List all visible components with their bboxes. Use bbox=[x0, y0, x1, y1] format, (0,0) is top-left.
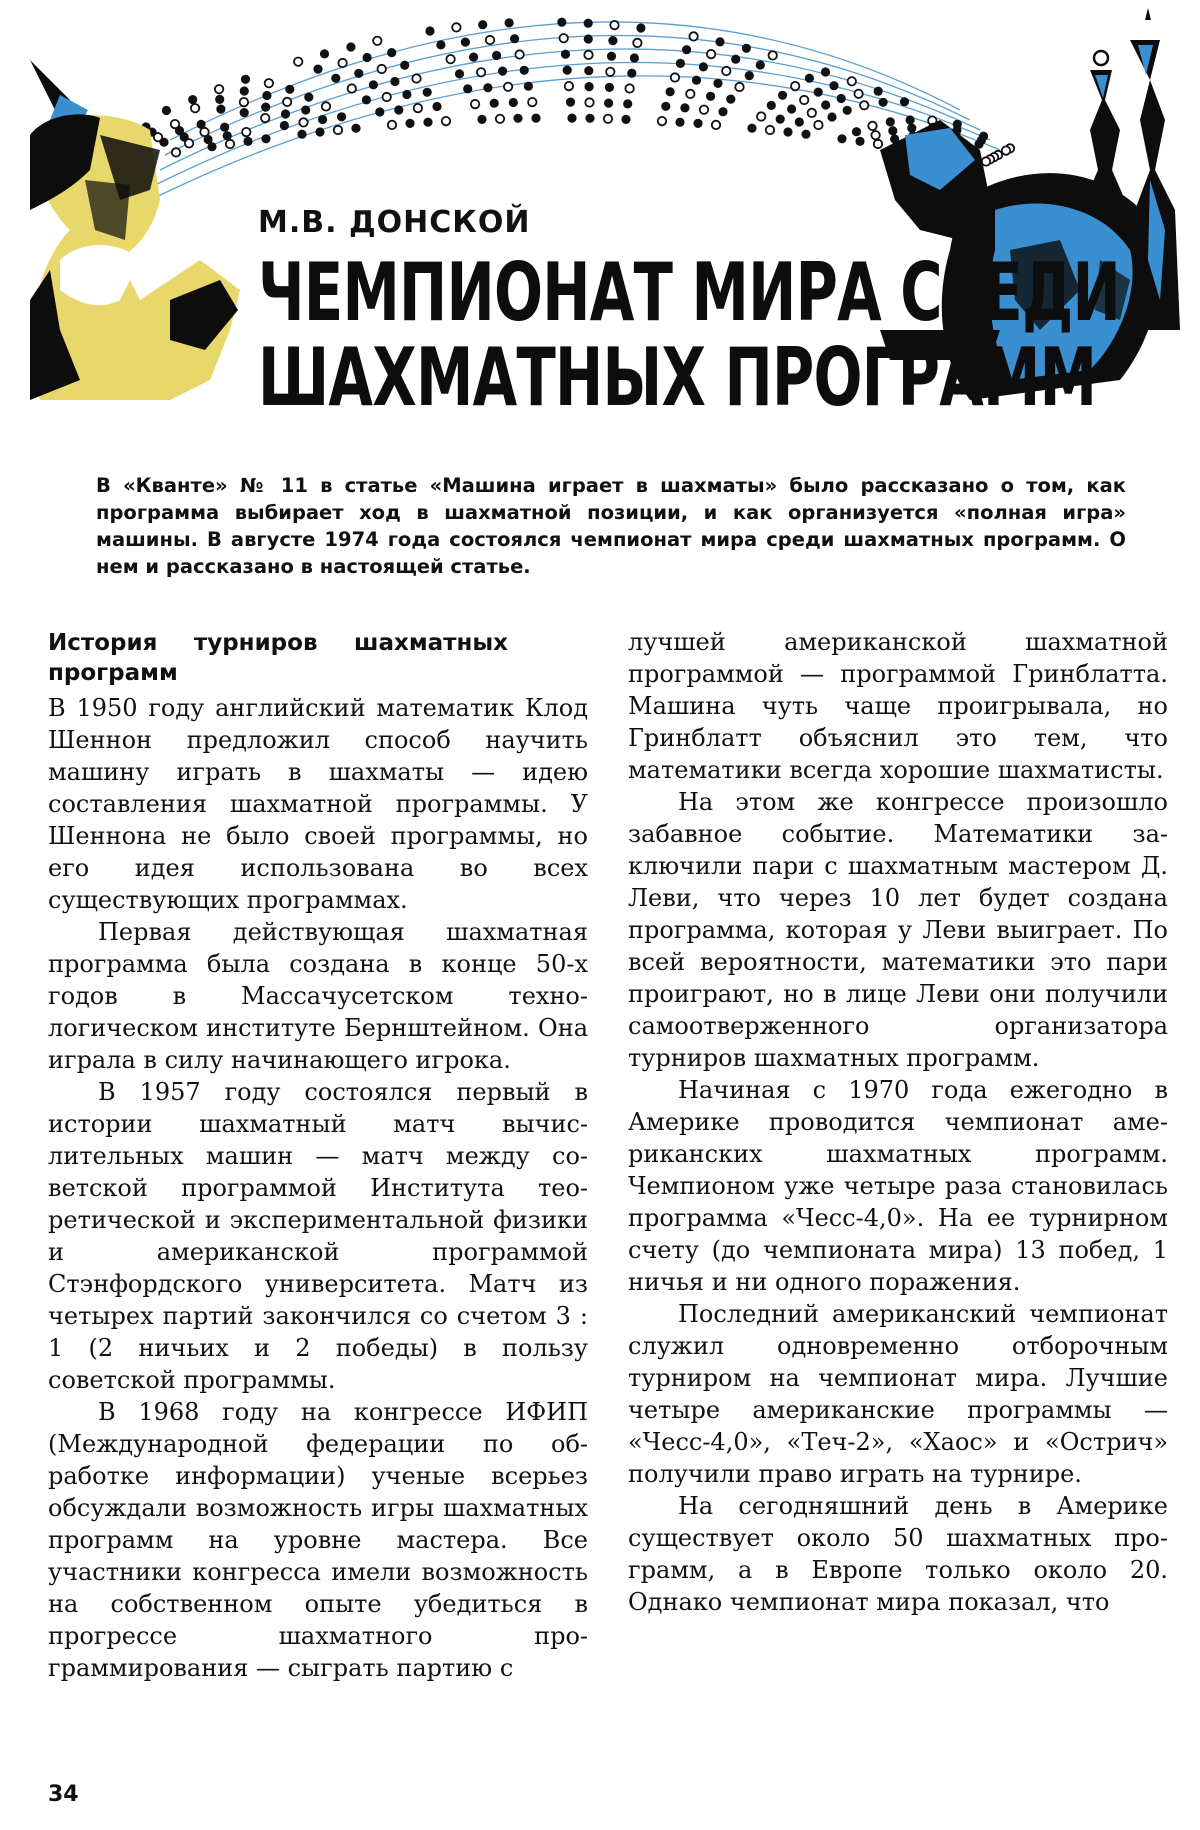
binary-dot bbox=[297, 130, 306, 139]
binary-dot bbox=[692, 76, 701, 85]
binary-dot bbox=[608, 36, 617, 45]
binary-dot bbox=[686, 90, 694, 98]
binary-dot bbox=[471, 100, 479, 108]
binary-dot bbox=[605, 83, 614, 92]
binary-dot bbox=[606, 68, 614, 76]
binary-dot bbox=[477, 115, 486, 124]
binary-dot bbox=[215, 95, 224, 104]
binary-dot bbox=[455, 69, 464, 78]
binary-dot bbox=[315, 127, 324, 136]
binary-dot bbox=[528, 98, 536, 106]
binary-dot bbox=[636, 23, 645, 32]
binary-dot bbox=[604, 99, 613, 108]
binary-dot bbox=[498, 67, 507, 76]
binary-dot bbox=[299, 118, 307, 126]
binary-dot bbox=[735, 83, 743, 91]
binary-dot bbox=[331, 74, 340, 83]
binary-dot bbox=[423, 88, 432, 97]
binary-dot bbox=[621, 115, 630, 124]
binary-dot bbox=[172, 148, 180, 156]
binary-dot bbox=[871, 131, 879, 139]
binary-dot bbox=[808, 109, 816, 117]
binary-dot bbox=[801, 130, 810, 139]
article-title-line-1: ЧЕМПИОНАТ МИРА СРЕДИ bbox=[258, 246, 1121, 339]
binary-dot bbox=[623, 99, 632, 108]
binary-dot bbox=[666, 87, 675, 96]
binary-dot bbox=[888, 126, 897, 135]
binary-dot bbox=[821, 67, 830, 76]
binary-dot bbox=[584, 51, 592, 59]
binary-dot bbox=[563, 66, 572, 75]
binary-dot bbox=[281, 109, 290, 118]
binary-dot bbox=[607, 52, 616, 61]
binary-dot bbox=[713, 79, 722, 88]
binary-dot bbox=[874, 140, 882, 148]
binary-dot bbox=[520, 66, 529, 75]
binary-dot bbox=[412, 74, 420, 82]
author-name: М.В. ДОНСКОЙ bbox=[258, 205, 531, 240]
binary-dot bbox=[405, 119, 414, 128]
binary-dot bbox=[320, 49, 329, 58]
binary-dot bbox=[682, 45, 691, 54]
binary-dot bbox=[604, 115, 612, 123]
binary-dot bbox=[185, 139, 193, 147]
binary-dot bbox=[294, 58, 302, 66]
binary-dot bbox=[829, 81, 838, 90]
binary-dot bbox=[706, 92, 715, 101]
binary-dot bbox=[285, 85, 294, 94]
binary-dot bbox=[565, 82, 573, 90]
binary-dot bbox=[261, 114, 269, 122]
binary-dot bbox=[388, 121, 396, 129]
binary-dot bbox=[510, 34, 519, 43]
binary-dot bbox=[220, 123, 229, 132]
binary-dot bbox=[242, 128, 250, 136]
binary-dot bbox=[504, 83, 512, 91]
binary-dot bbox=[689, 32, 697, 40]
binary-dot bbox=[693, 119, 702, 128]
binary-dot bbox=[159, 138, 168, 147]
binary-dot bbox=[394, 105, 403, 114]
binary-dot bbox=[625, 84, 633, 92]
binary-dot bbox=[585, 98, 593, 106]
binary-dot bbox=[821, 100, 830, 109]
binary-dot bbox=[627, 69, 636, 78]
paragraph: На сегодняшний день в Америке существует около 50 шахматных программ, а в Европе только около 20. Однако чемпионат мира показал, что bbox=[628, 1492, 1168, 1616]
binary-dot bbox=[262, 91, 271, 100]
binary-dot bbox=[483, 83, 492, 92]
binary-dot bbox=[843, 106, 852, 115]
paragraph: В 1950 году английский математик Клод Шеннон предложил способ научить машину играть в шахматы — идею составления шахматной программы. У Шеннона не было своей программы, но его идея использована во всех существующих программах. bbox=[48, 694, 588, 914]
binary-dot bbox=[216, 105, 225, 114]
binary-dot bbox=[747, 124, 756, 133]
binary-dot bbox=[436, 40, 445, 49]
binary-dot bbox=[390, 77, 399, 86]
binary-dot bbox=[304, 93, 313, 102]
binary-dot bbox=[477, 68, 485, 76]
right-column bbox=[628, 626, 1168, 1618]
binary-dot bbox=[373, 37, 381, 45]
binary-dot bbox=[240, 98, 248, 106]
binary-dot bbox=[630, 53, 639, 62]
binary-dot bbox=[400, 61, 409, 70]
binary-dot bbox=[240, 108, 249, 117]
binary-dot bbox=[610, 21, 618, 29]
binary-dot bbox=[566, 98, 575, 107]
binary-dot bbox=[215, 85, 223, 93]
paragraph: Последний американский чемпионат служил одновременно отборочным турниром на чемпионат мира. Лучшие четыре американские программы — «Чесс-4,0», «Теч-2», «Хаос» и «Острич» получили право играть на турнире. bbox=[628, 1300, 1168, 1488]
binary-dot bbox=[334, 126, 342, 134]
binary-dot bbox=[492, 51, 501, 60]
binary-dot bbox=[745, 71, 754, 80]
binary-dot bbox=[240, 86, 249, 95]
binary-dot bbox=[402, 90, 411, 99]
binary-dot bbox=[658, 117, 666, 125]
binary-dot bbox=[348, 84, 356, 92]
binary-dot bbox=[378, 65, 386, 73]
binary-dot bbox=[722, 67, 730, 75]
paragraph: В 1957 году состоялся первый в истории шахматный матч вычислительных машин — матч между советской программой Института теоретической и экспериментальной физики и американской программой Стэнфордского университета. Матч из четырех партий закончился со счетом 3 : 1 (2 ничьих и 2 победы) в пользу советской программы. bbox=[48, 1078, 588, 1394]
binary-dot bbox=[982, 157, 990, 165]
binary-dot bbox=[200, 128, 208, 136]
binary-dot bbox=[900, 97, 909, 106]
binary-dot bbox=[585, 114, 594, 123]
binary-dot bbox=[731, 55, 740, 64]
section-heading: История турниров шахматных программ bbox=[48, 630, 508, 686]
binary-dot bbox=[874, 87, 883, 96]
binary-dot bbox=[363, 53, 372, 62]
binary-dot bbox=[338, 59, 346, 67]
binary-dot bbox=[446, 55, 454, 63]
binary-dot bbox=[680, 103, 689, 112]
binary-dot bbox=[423, 118, 432, 127]
binary-dot bbox=[584, 66, 593, 75]
article-title-line-2: ШАХМАТНЫХ ПРОГРАММ bbox=[258, 331, 1097, 424]
binary-dot bbox=[855, 137, 864, 146]
binary-dot bbox=[301, 105, 310, 114]
paragraph: На этом же конгрессе произошло забавное событие. Математики заключили пари с шахматным мастером Д. Леви, что через 10 лет будет создана программа, которая у Леви выиграет. По всей вероятности, математики это пари проиграют, но в лице Леви они получили самоотверженного организатора турниров шахматных программ. bbox=[628, 788, 1168, 1072]
left-column bbox=[48, 628, 588, 1684]
binary-dot bbox=[814, 121, 822, 129]
paragraph: Первая действующая шахматная программа была создана в конце 50-х годов в Массачусетском технологическом институте Бернштейном. Она играла в силу начинающего игрока. bbox=[48, 918, 588, 1074]
binary-dot bbox=[452, 23, 460, 31]
binary-dot bbox=[369, 80, 378, 89]
binary-dot bbox=[241, 75, 250, 84]
binary-dot bbox=[283, 98, 291, 106]
binary-dot bbox=[387, 48, 396, 57]
binary-dot bbox=[265, 79, 273, 87]
binary-dot bbox=[783, 127, 792, 136]
binary-dot bbox=[854, 90, 862, 98]
binary-dot bbox=[712, 121, 720, 129]
binary-dot bbox=[756, 60, 765, 69]
binary-dot bbox=[707, 50, 715, 58]
binary-dot bbox=[478, 20, 487, 29]
paragraph: лучшей американской шахматной программой — программой Гринблатта. Машина чуть чаще проигрывала, но Гринблатт объяснил это тем, что математики всегда хорошие шахматисты. bbox=[628, 628, 1168, 784]
binary-dot bbox=[886, 117, 895, 126]
binary-dot bbox=[375, 107, 384, 116]
paragraph: Начиная с 1970 года ежегодно в Америке проводится чемпионат американских шахматных программ. Чемпионом уже четыре раза становилась программа «Чесс-4,0». На ее турнирном счету (до чемпионата мира) 13 побед, 1 ничья и ни одного поражения. bbox=[628, 1076, 1168, 1296]
binary-dot bbox=[515, 50, 523, 58]
binary-dot bbox=[561, 50, 570, 59]
binary-dot bbox=[524, 82, 533, 91]
binary-dot bbox=[226, 140, 234, 148]
binary-dot bbox=[469, 53, 478, 62]
binary-dot bbox=[633, 39, 641, 47]
binary-dot bbox=[261, 103, 270, 112]
binary-dot bbox=[585, 82, 594, 91]
binary-dot bbox=[860, 101, 868, 109]
binary-dot bbox=[584, 34, 593, 43]
binary-dot bbox=[261, 134, 270, 143]
binary-dot bbox=[778, 91, 787, 100]
page-number: 34 bbox=[48, 1782, 79, 1807]
binary-dot bbox=[383, 93, 391, 101]
binary-dot bbox=[318, 115, 327, 124]
binary-dot bbox=[879, 98, 888, 107]
binary-dot bbox=[531, 114, 540, 123]
binary-dot bbox=[700, 106, 708, 114]
binary-dot bbox=[505, 18, 514, 27]
binary-dot bbox=[346, 42, 355, 51]
binary-dot bbox=[509, 98, 518, 107]
binary-dot bbox=[461, 38, 470, 47]
binary-dot bbox=[432, 102, 441, 111]
binary-dot bbox=[513, 114, 522, 123]
binary-dot bbox=[414, 104, 422, 112]
binary-dot bbox=[337, 112, 346, 121]
binary-dot bbox=[742, 44, 751, 53]
binary-dot bbox=[280, 121, 289, 130]
binary-dot bbox=[837, 94, 846, 103]
binary-dot bbox=[313, 65, 322, 74]
binary-dot bbox=[726, 95, 735, 104]
binary-dot bbox=[243, 137, 252, 146]
binary-dot bbox=[207, 142, 216, 151]
binary-dot bbox=[852, 127, 861, 136]
binary-dot bbox=[490, 99, 499, 108]
binary-dot bbox=[805, 74, 814, 83]
binary-dot bbox=[769, 51, 777, 59]
binary-dot bbox=[791, 82, 799, 90]
arc-lines bbox=[150, 22, 1000, 200]
binary-dot bbox=[162, 106, 171, 115]
binary-dot bbox=[560, 34, 568, 42]
binary-dot bbox=[675, 118, 684, 127]
binary-dot bbox=[676, 59, 685, 68]
binary-dot bbox=[767, 101, 776, 110]
binary-dot bbox=[848, 77, 856, 85]
binary-dot bbox=[191, 104, 199, 112]
binary-dot bbox=[1002, 146, 1010, 154]
binary-dot bbox=[766, 126, 774, 134]
binary-dot bbox=[425, 26, 434, 35]
binary-dot bbox=[463, 84, 472, 93]
binary-dot bbox=[188, 95, 197, 104]
binary-dot bbox=[827, 112, 836, 121]
binary-dot bbox=[837, 134, 846, 143]
binary-dot bbox=[567, 114, 576, 123]
binary-dot bbox=[557, 18, 566, 27]
yellow-chess-piece-illustration bbox=[30, 60, 240, 400]
binary-dot bbox=[322, 102, 330, 110]
binary-dot bbox=[715, 37, 724, 46]
paragraph: В 1968 году на конгрессе ИФИП (Международной федерации по обработке информации) ученые всерьез обсуждали возможность игры шахматных программ на уровне мастера. Все участники конгресса имели возможность на собственном опыте убедиться в прогрессе шахматного программирования — сыграть партию с bbox=[48, 1398, 588, 1682]
binary-dot bbox=[906, 115, 915, 124]
binary-dot bbox=[584, 19, 593, 28]
binary-dot bbox=[776, 115, 785, 124]
binary-dot bbox=[699, 62, 708, 71]
binary-dot bbox=[795, 117, 804, 126]
binary-dot bbox=[718, 107, 727, 116]
article-intro: В «Кванте» № 11 в статье «Машина играет в шахматы» было рассказано о том, как программа выбирает ход в шахматной позиции, и как организуется «полная игра» машины. В августе 1974 года состоялся чемпионат мира среди шахматных программ. О нем и рассказано в настоящей статье. bbox=[96, 474, 1126, 578]
binary-dot bbox=[661, 102, 670, 111]
binary-dot bbox=[757, 112, 765, 120]
binary-dot bbox=[800, 96, 808, 104]
binary-dot bbox=[868, 122, 876, 130]
binary-dot bbox=[496, 115, 504, 123]
binary-dot bbox=[442, 117, 450, 125]
binary-dot bbox=[671, 73, 679, 81]
binary-dot bbox=[787, 104, 796, 113]
binary-dot bbox=[362, 95, 371, 104]
binary-dot bbox=[354, 69, 363, 78]
binary-dot bbox=[486, 36, 494, 44]
binary-dot bbox=[814, 88, 823, 97]
binary-dot bbox=[351, 124, 360, 133]
